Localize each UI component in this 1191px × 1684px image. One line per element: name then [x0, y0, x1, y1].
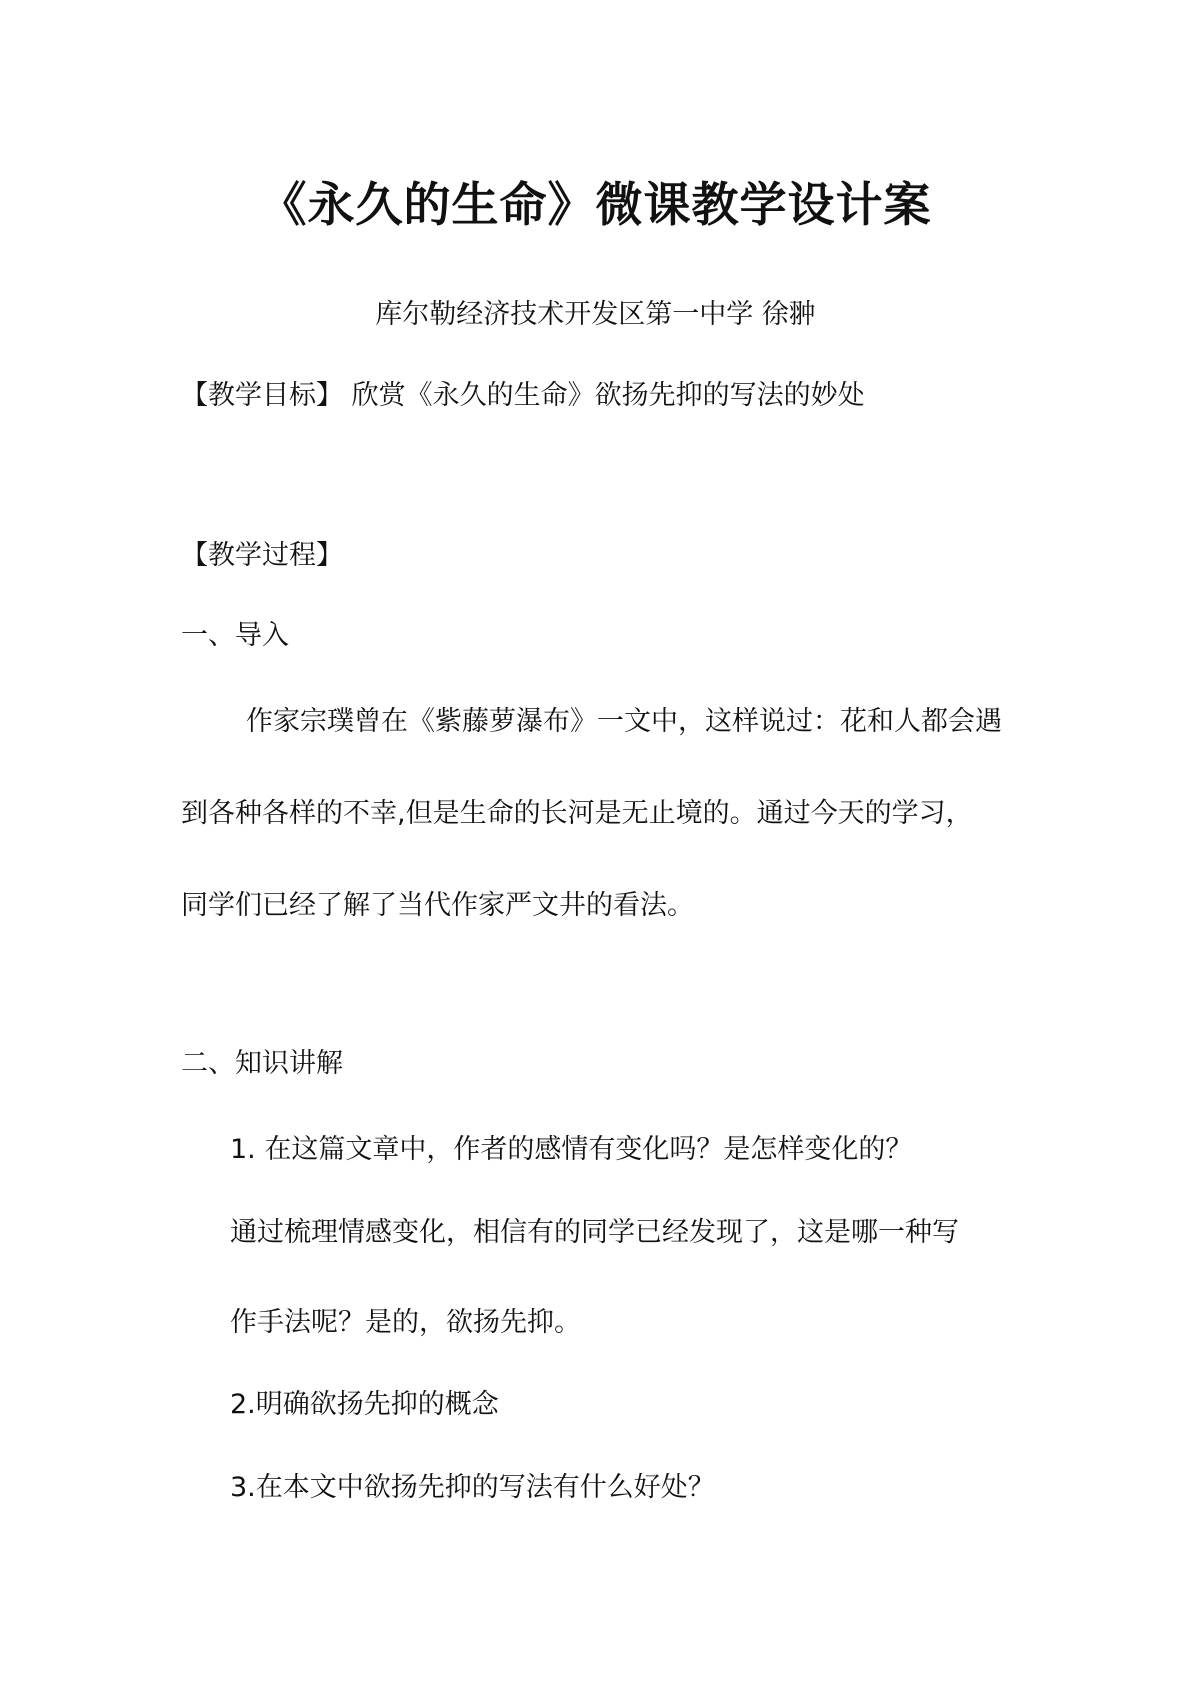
answer-line: 通过梳理情感变化，相信有的同学已经发现了，这是哪一种写	[230, 1217, 959, 1248]
intro-paragraph-line: 到各种各样的不幸,但是生命的长河是无止境的。通过今天的学习，	[181, 798, 973, 829]
intro-paragraph-line: 作家宗璞曾在《紫藤萝瀑布》一文中，这样说过：花和人都会遇	[246, 706, 1002, 737]
process-heading: 【教学过程】	[181, 540, 343, 571]
section-heading-intro: 一、导入	[181, 620, 289, 651]
section-heading-knowledge: 二、知识讲解	[181, 1048, 343, 1079]
teaching-objective: 【教学目标】 欣赏《永久的生命》欲扬先抑的写法的妙处	[181, 380, 865, 411]
intro-paragraph-line: 同学们已经了解了当代作家严文井的看法。	[181, 890, 694, 921]
author-line: 库尔勒经济技术开发区第一中学 徐翀	[375, 299, 816, 330]
list-item: 3.在本文中欲扬先抑的写法有什么好处？	[230, 1472, 715, 1503]
answer-line: 作手法呢？是的，欲扬先抑。	[230, 1307, 581, 1338]
list-item: 2.明确欲扬先抑的概念	[230, 1389, 499, 1420]
list-item: 1. 在这篇文章中，作者的感情有变化吗？是怎样变化的？	[230, 1134, 913, 1165]
document-title: 《永久的生命》微课教学设计案	[259, 178, 932, 233]
